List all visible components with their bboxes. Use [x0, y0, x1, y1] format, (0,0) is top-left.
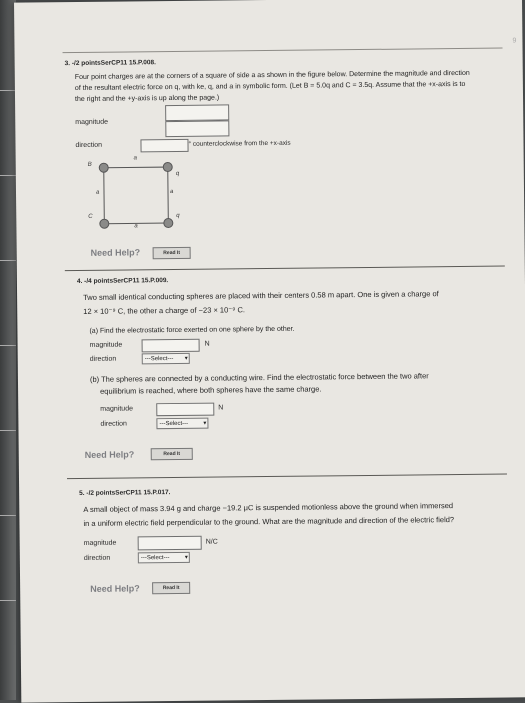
binder-edge: [0, 0, 16, 700]
q5-unit: N/C: [205, 538, 218, 546]
q5-read-it-button[interactable]: Read It: [152, 582, 190, 594]
q3-header: 3. -/2 pointsSerCP11 15.P.008.: [64, 59, 156, 68]
q3-text: Four point charges are at the corners of a square of side a as shown in the figure below. Determine the magnitude and direction of the resultant electric force on q, with ke, q, and a in symbolic form. (Let B = 5.0q and C = 3.5q. Assume that the +x-axis is to the right and the +y-axis is up along the page.): [74, 69, 470, 104]
chevron-down-icon: ▾: [184, 554, 188, 561]
q4a-magnitude-input[interactable]: [142, 339, 200, 353]
q3-magnitude-label: magnitude: [75, 118, 109, 127]
q5-direction-select[interactable]: [138, 552, 190, 564]
q5-text-line1: A small object of mass 3.94 g and charge −19.2 μC is suspended motionless above the ground when immersed: [83, 501, 454, 514]
homework-page: [14, 0, 525, 703]
q4-need-help: Need Help?: [84, 449, 135, 460]
label-q-top: q: [175, 170, 180, 177]
q3-magnitude-input-1[interactable]: [165, 104, 229, 121]
q3-need-help: Need Help?: [90, 247, 141, 258]
label-q-right: q: [176, 212, 180, 219]
q4-text-line2: 12 × 10⁻⁹ C, the other a charge of −23 × 10⁻⁹ C.: [83, 305, 246, 316]
q5-magnitude-input[interactable]: [138, 536, 202, 551]
q4-text-line1: Two small identical conducting spheres are placed with their centers 0.58 m apart. One is given a charge of: [83, 289, 439, 302]
charge-b: [99, 163, 109, 173]
q4a-direction-select[interactable]: [142, 353, 190, 365]
q5-header: 5. -/2 pointsSerCP11 15.P.017.: [79, 489, 171, 498]
charges-square-figure: [88, 151, 189, 232]
charge-q-bottom: [163, 218, 173, 228]
corner-mark: 9: [512, 37, 517, 45]
divider-q5: [67, 474, 507, 480]
q4-header: 4. -/4 pointsSerCP11 15.P.009.: [76, 277, 169, 286]
q5-select-value: ---Select---: [140, 555, 170, 562]
divider-top: [63, 48, 503, 54]
q4b-direction-select[interactable]: [156, 418, 208, 430]
q3-read-it-button[interactable]: Read It: [153, 247, 191, 259]
q4b-unit: N: [218, 404, 224, 412]
q4a-unit: N: [204, 340, 210, 348]
q5-text-line2: in a uniform electric field perpendicular to the ground. What are the magnitude and direction of the electric field?: [83, 515, 455, 528]
label-a-right: a: [169, 189, 174, 196]
q4-part-b-line2: equilibrium is reached, where both spheres have the same charge.: [100, 384, 322, 396]
q4-read-it-button[interactable]: Read It: [151, 448, 193, 460]
q4b-magnitude-label: magnitude: [100, 405, 134, 413]
label-a-bottom: a: [134, 223, 138, 230]
divider-q4: [65, 266, 505, 272]
label-c: C: [88, 213, 93, 220]
q3-magnitude-input-2[interactable]: [165, 120, 229, 137]
label-b: B: [87, 161, 92, 168]
q4-part-a: (a) Find the electrostatic force exerted on one sphere by the other.: [89, 325, 295, 335]
q4-part-b-line1: (b) The spheres are connected by a conducting wire. Find the electrostatic force between the two after: [89, 371, 429, 384]
q4b-direction-label: direction: [100, 420, 127, 428]
label-a-left: a: [95, 189, 100, 196]
q4a-magnitude-label: magnitude: [89, 341, 123, 349]
chevron-down-icon: ▾: [184, 355, 188, 362]
q4b-magnitude-input[interactable]: [156, 403, 214, 417]
q4a-direction-label: direction: [89, 355, 117, 363]
charge-c: [99, 219, 109, 229]
q4a-select-value: ---Select---: [144, 356, 174, 363]
label-a-top: a: [133, 155, 138, 162]
q5-direction-label: direction: [83, 554, 111, 562]
q3-direction-suffix: ° counterclockwise from the +x-axis: [188, 139, 291, 148]
chevron-down-icon: ▾: [203, 420, 207, 427]
q5-need-help: Need Help?: [90, 583, 140, 594]
q5-magnitude-label: magnitude: [83, 539, 117, 547]
charge-q: [163, 162, 173, 172]
q4b-select-value: ---Select---: [159, 420, 189, 428]
q3-direction-label: direction: [75, 141, 103, 150]
